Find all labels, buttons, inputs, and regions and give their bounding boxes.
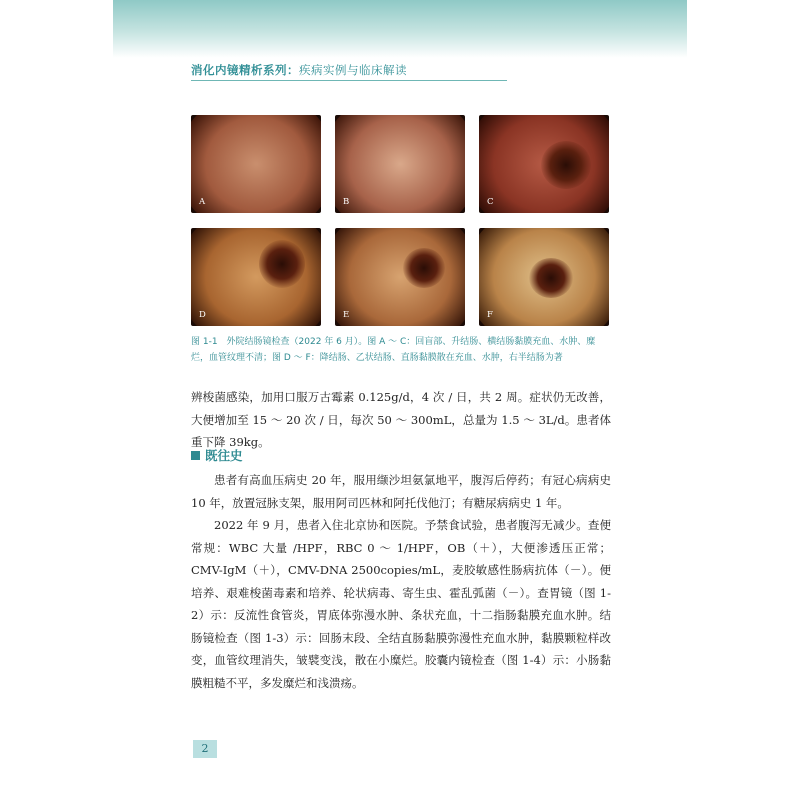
lumen [259,240,305,288]
endoscopy-view [335,115,465,213]
paragraph-text: 2022 年 9 月，患者入住北京协和医院。予禁食试验，患者腹泻无减少。查便常规：WBC 大量 /HPF，RBC 0 ～ 1/HPF，OB（＋），大便渗透压正常；CMV-IgM（＋），CMV-DNA 2500copies/mL，麦胶敏感性肠病抗体（－）。便培养、艰难梭菌毒素和培养、轮状病毒、寄生虫、霍乱弧菌（－）。查胃镜（图 1-2）示：反流性食管炎，胃底体弥漫水肿、条状充血，十二指肠黏膜充血水肿。结肠镜检查（图 1-3）示：回肠末段、全结直肠黏膜弥漫性充血水肿，黏膜颗粒样改变，血管纹理消失，皱襞变浅，散在小糜烂。胶囊内镜检查（图 1-4）示：小肠黏膜粗糙不平，多发糜烂和浅溃疡。 [191,518,611,690]
section-heading-text: 既往史 [205,448,243,463]
book-page [113,0,687,800]
heading-square-icon [191,451,200,460]
lumen [529,258,573,298]
endoscopy-view [191,228,321,326]
endoscopy-image-f [479,228,609,326]
figure-letter: B [343,197,350,207]
endoscopy-image-a [191,115,321,213]
figure-letter: E [343,310,350,320]
endoscopy-image-e [335,228,465,326]
running-header [191,62,407,78]
paragraph-continued [191,386,611,454]
endoscopy-view [191,115,321,213]
paragraph-text: 患者有高血压病史 20 年，服用缬沙坦氨氯地平，腹泻后停药；有冠心病病史 10 年，放置冠脉支架，服用阿司匹林和阿托伐他汀；有糖尿病病史 1 年。 [191,473,611,510]
endoscopy-image-d [191,228,321,326]
lumen [541,141,591,189]
figure-letter: C [487,197,494,207]
lumen [403,248,445,288]
header-band [113,0,687,58]
figure-caption: 图 1-1 外院结肠镜检查（2022 年 6 月）。图 A ～ C：回盲部、升结肠、横结肠黏膜充血、水肿、糜烂，血管纹理不清；图 D ～ F：降结肠、乙状结肠、直肠黏膜散在充血、水肿，右半结肠为著 [191,337,596,363]
figure-letter: F [487,310,493,320]
section-heading [191,446,243,464]
header-rule [191,80,507,81]
endoscopy-image-b [335,115,465,213]
endoscopy-image-c [479,115,609,213]
paragraph-text: 辨梭菌感染，加用口服万古霉素 0.125g/d，4 次 / 日，共 2 周。症状仍无改善，大便增加至 15 ～ 20 次 / 日，每次 50 ～ 300mL，总量为 1.5 ～ 3L/d。患者体重下降 39kg。 [191,390,611,449]
series-name: 消化内镜精析系列： [191,63,299,77]
series-subtitle: 疾病实例与临床解读 [299,63,407,77]
figure-letter: D [199,310,206,320]
page-number: 2 [193,740,217,758]
figure-letter: A [199,197,206,207]
history-paragraphs [191,469,611,694]
endoscopy-view [335,228,465,326]
